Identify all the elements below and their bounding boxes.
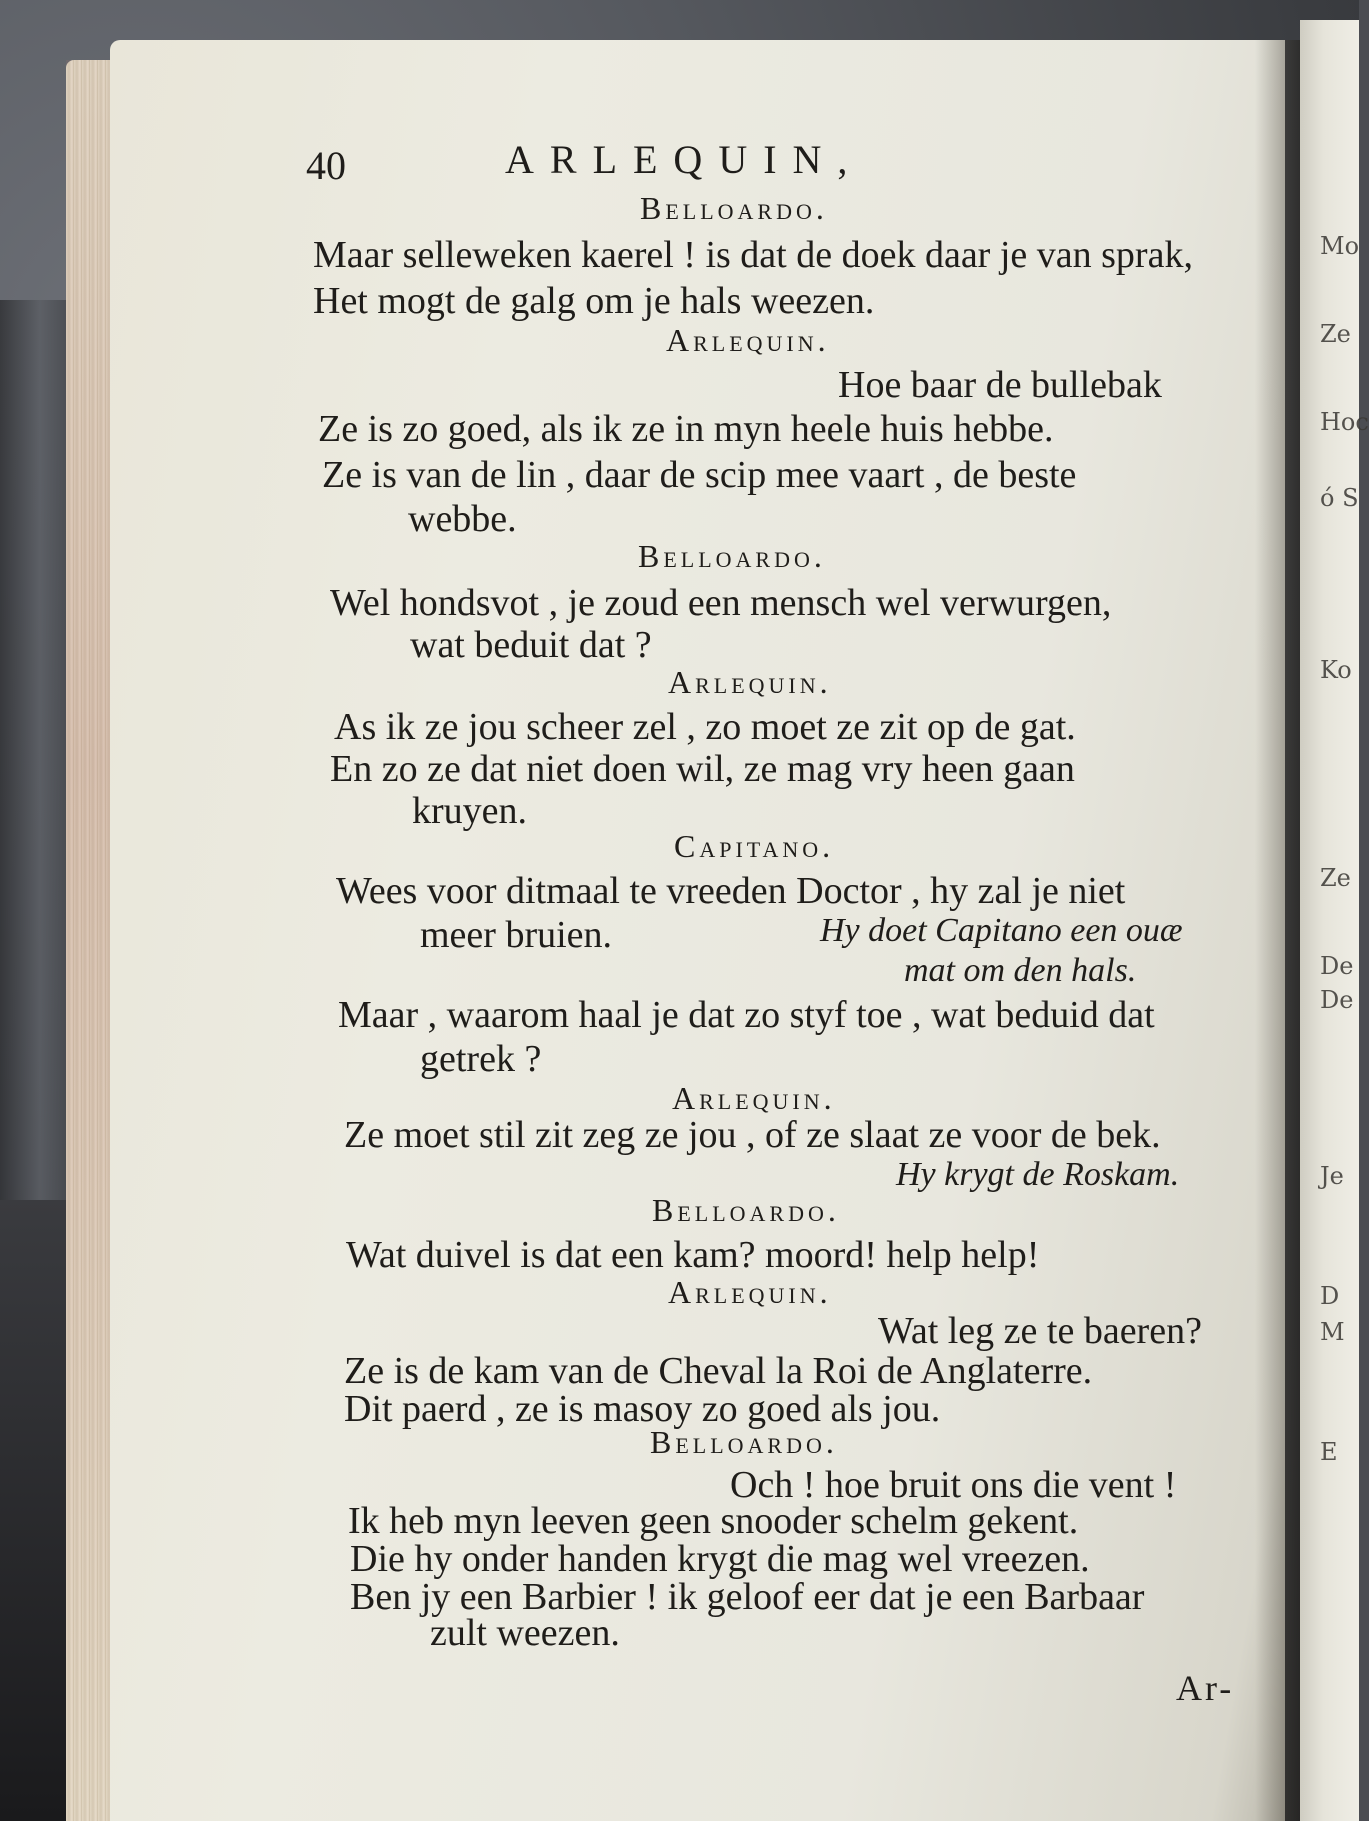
facing-fragment: Ze: [1320, 864, 1351, 892]
verse-line: webbe.: [408, 498, 517, 540]
facing-fragment: Hoc: [1320, 408, 1369, 436]
verse-line: Ze is zo goed, als ik ze in myn heele huis hebbe.: [318, 408, 1054, 450]
verse-line: Wat duivel is dat een kam? moord! help help!: [346, 1234, 1040, 1276]
verse-line: Wel hondsvot , je zoud een mensch wel verwurgen,: [330, 582, 1112, 624]
facing-fragment: E: [1320, 1438, 1338, 1466]
facing-fragment: Ze: [1320, 320, 1351, 348]
verse-line: As ik ze jou scheer zel , zo moet ze zit op de gat.: [334, 706, 1076, 748]
verse-line: Wat leg ze te baeren?: [878, 1310, 1202, 1352]
speaker-heading: Arlequin.: [668, 664, 832, 700]
stage-direction: Hy doet Capitano een ouæ: [820, 912, 1183, 949]
verse-line: Die hy onder handen krygt die mag wel vreezen.: [350, 1538, 1090, 1580]
gutter-shadow: [1255, 40, 1305, 1821]
facing-fragment: ó S: [1320, 484, 1359, 512]
speaker-heading: Arlequin.: [672, 1080, 836, 1116]
verse-line: Och ! hoe bruit ons die vent !: [730, 1464, 1177, 1506]
facing-page: [1300, 20, 1359, 1821]
verse-line: Ze is de kam van de Cheval la Roi de Anglaterre.: [344, 1350, 1093, 1392]
facing-fragment: Mo: [1320, 232, 1360, 260]
verse-line: Dit paerd , ze is masoy zo goed als jou.: [344, 1388, 941, 1430]
page-number: 40: [306, 143, 346, 188]
facing-fragment: D: [1320, 1282, 1340, 1310]
facing-fragment: Ko: [1320, 656, 1352, 684]
speaker-heading: Belloardo.: [652, 1192, 840, 1228]
facing-fragment: De: [1320, 952, 1354, 980]
running-title: ARLEQUIN,: [505, 137, 864, 182]
facing-fragment: Je: [1320, 1162, 1344, 1190]
speaker-heading: Belloardo.: [638, 538, 826, 574]
catchword: Ar-: [1176, 1668, 1235, 1708]
verse-line: Ik heb myn leeven geen snooder schelm gekent.: [348, 1500, 1079, 1542]
verse-line: Wees voor ditmaal te vreeden Doctor , hy zal je niet: [336, 870, 1126, 912]
verse-line: Ze is van de lin , daar de scip mee vaart , de beste: [322, 454, 1077, 496]
verse-line: Het mogt de galg om je hals weezen.: [313, 280, 875, 322]
verse-line: wat beduit dat ?: [410, 624, 652, 666]
verse-line: Maar , waarom haal je dat zo styf toe , wat beduid dat: [338, 994, 1155, 1036]
verse-line: kruyen.: [412, 790, 528, 832]
verse-line: Ze moet stil zit zeg ze jou , of ze slaat ze voor de bek.: [344, 1114, 1161, 1156]
verse-line: meer bruien.: [420, 914, 613, 956]
speaker-heading: Belloardo.: [640, 190, 828, 226]
verse-line: Ben jy een Barbier ! ik geloof eer dat je een Barbaar: [350, 1576, 1145, 1618]
verse-line: Maar selleweken kaerel ! is dat de doek daar je van sprak,: [313, 234, 1193, 276]
stage-direction: Hy krygt de Roskam.: [896, 1156, 1180, 1193]
verse-line: zult weezen.: [430, 1612, 620, 1654]
stage-direction: mat om den hals.: [904, 952, 1137, 989]
verse-line: Hoe baar de bullebak: [838, 364, 1162, 406]
facing-fragment: M: [1320, 1318, 1345, 1346]
speaker-heading: Belloardo.: [650, 1424, 838, 1460]
speaker-heading: Arlequin.: [668, 1274, 832, 1310]
verse-line: En zo ze dat niet doen wil, ze mag vry heen gaan: [330, 748, 1075, 790]
verse-line: getrek ?: [420, 1038, 542, 1080]
speaker-heading: Arlequin.: [666, 322, 830, 358]
speaker-heading: Capitano.: [674, 828, 835, 864]
facing-fragment: De: [1320, 986, 1354, 1014]
